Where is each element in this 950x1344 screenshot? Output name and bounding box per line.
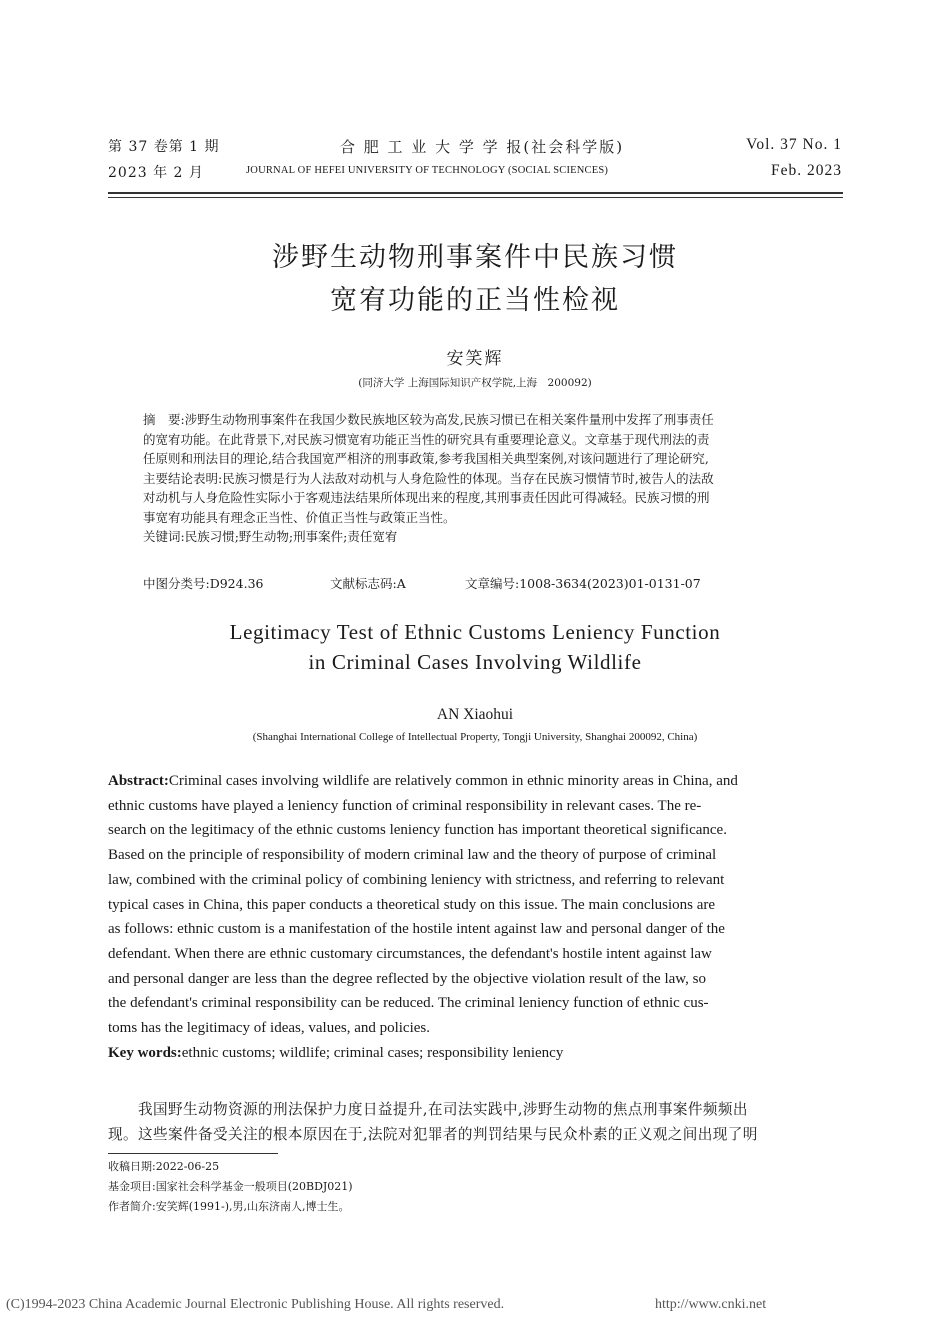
keywords-en-label: Key words:: [108, 1044, 182, 1061]
abstract-en-label: Abstract:: [108, 773, 169, 789]
document-code: 文献标志码:A: [330, 576, 406, 591]
date-en: Feb. 2023: [771, 162, 842, 179]
abstract-cn-line: 对动机与人身危险性实际小于客观违法结果所体现出来的程度,其刑事责任因此可得减轻。民族习惯的刑: [143, 490, 710, 505]
article-title-en-line2: in Criminal Cases Involving Wildlife: [308, 650, 642, 674]
abstract-en-line: the defendant's criminal responsibility can be reduced. The criminal leniency function of ethnic cus-: [108, 995, 709, 1012]
abstract-en-line: as follows: ethnic custom is a manifestation of the hostile intent against law and personal danger of the: [108, 921, 725, 938]
copyright-notice: (C)1994-2023 China Academic Journal Electronic Publishing House. All rights reserved.: [6, 1297, 505, 1312]
footnotes: [108, 1157, 353, 1217]
header-rule-thick: [108, 192, 843, 194]
abstract-cn-line: 摘 要:涉野生动物刑事案件在我国少数民族地区较为高发,民族习惯已在相关案件量刑中发挥了刑事责任: [143, 412, 714, 427]
abstract-en-line: defendant. When there are ethnic customary circumstances, the defendant's hostile intent against law: [108, 945, 712, 962]
abstract-en-line: typical cases in China, this paper conducts a theoretical study on this issue. The main conclusions are: [108, 896, 716, 913]
abstract-cn-line: 主要结论表明:民族习惯是行为人法敌对动机与人身危险性的体现。当存在民族习惯情节时,被告人的法敌: [143, 470, 714, 486]
article-number: 文章编号:1008-3634(2023)01-0131-07: [465, 576, 701, 591]
abstract-en-line: search on the legitimacy of the ethnic customs leniency function has important theoretical significance.: [108, 822, 727, 839]
volume-issue-en: Vol. 37 No. 1: [746, 136, 842, 153]
author-cn: 安笑辉: [446, 349, 504, 369]
abstract-cn-line: 事宽宥功能具有理念正当性、价值正当性与政策正当性。: [143, 509, 456, 525]
abstract-cn-line: 的宽宥功能。在此背景下,对民族习惯宽宥功能正当性的研究具有重要理论意义。文章基于现代刑法的责: [143, 431, 710, 447]
abstract-en-line: and personal danger are less than the degree reflected by the objective violation result of the law, so: [108, 970, 706, 987]
cnki-link[interactable]: http://www.cnki.net: [655, 1297, 767, 1312]
abstract-cn-label: 摘 要:: [143, 412, 185, 427]
journal-title-cn: 合 肥 工 业 大 学 学 报(社会科学版): [340, 138, 625, 156]
date-cn: 2023 年 2 月: [108, 165, 204, 181]
footnote-rule: [108, 1153, 278, 1154]
affiliation-en: (Shanghai International College of Intellectual Property, Tongji University, Shanghai 200092, China): [252, 731, 698, 743]
abstract-en-line: toms has the legitimacy of ideas, values, and policies.: [108, 1020, 431, 1037]
abstract-en-line: law, combined with the criminal policy of combining leniency with strictness, and referring to relevant: [108, 871, 725, 888]
received-date: 收稿日期:2022-06-25: [108, 1160, 220, 1173]
article-title-cn-line2: 宽宥功能的正当性检视: [330, 285, 620, 316]
keywords-en: Key words:ethnic customs; wildlife; criminal cases; responsibility leniency: [108, 1044, 564, 1061]
journal-title-en: JOURNAL OF HEFEI UNIVERSITY OF TECHNOLOGY (SOCIAL SCIENCES): [246, 165, 609, 176]
abstract-en-line: ethnic customs have played a leniency function of criminal responsibility in relevant cases. The re-: [108, 797, 702, 814]
author-bio: 作者简介:安笑辉(1991-),男,山东济南人,博士生。: [108, 1200, 350, 1213]
author-en: AN Xiaohui: [436, 706, 514, 723]
abstract-cn-line: 任原则和刑法目的理论,结合我国宽严相济的刑事政策,参考我国相关典型案例,对该问题进行了理论研究,: [143, 451, 709, 466]
abstract-en-line: Abstract:Criminal cases involving wildlife are relatively common in ethnic minority areas in China, and: [108, 773, 738, 789]
header-rule-thin: [108, 197, 843, 198]
abstract-cn: [143, 410, 813, 547]
keywords-cn: 关键词:民族习惯;野生动物;刑事案件;责任宽宥: [143, 529, 398, 544]
clc-number: 中图分类号:D924.36: [143, 576, 264, 591]
body-line: 我国野生动物资源的刑法保护力度日益提升,在司法实践中,涉野生动物的焦点刑事案件频频出: [138, 1101, 748, 1118]
fund-project: 基金项目:国家社会科学基金一般项目(20BDJ021): [108, 1180, 353, 1193]
abstract-en: [108, 769, 843, 1065]
body-text: [108, 1097, 843, 1147]
article-title-en-line1: Legitimacy Test of Ethnic Customs Leniency Function: [229, 620, 721, 644]
volume-issue-cn: 第 37 卷第 1 期: [108, 139, 220, 155]
abstract-en-line: Based on the principle of responsibility of modern criminal law and the theory of purpose of criminal: [108, 847, 717, 864]
affiliation-cn: (同济大学 上海国际知识产权学院,上海 200092): [358, 377, 592, 389]
article-title-cn-line1: 涉野生动物刑事案件中民族习惯: [272, 242, 678, 273]
body-line: 现。这些案件备受关注的根本原因在于,法院对犯罪者的判罚结果与民众朴素的正义观之间出现了明: [108, 1126, 758, 1143]
